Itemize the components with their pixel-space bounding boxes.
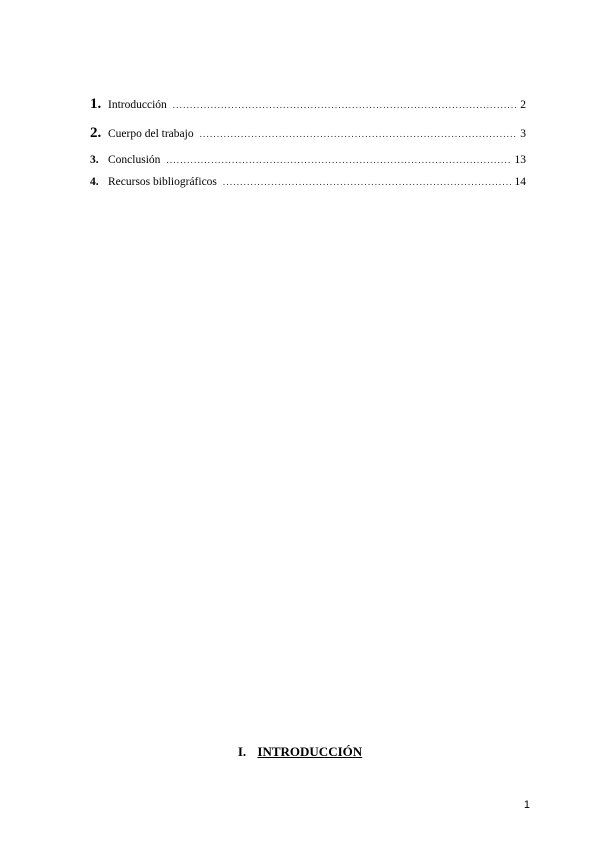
toc-dot-leader	[223, 177, 512, 187]
toc-entry-number: 1.	[90, 96, 102, 112]
section-title: INTRODUCCIÓN	[257, 744, 363, 759]
toc-entry-label: Conclusión	[108, 154, 161, 166]
toc-entry-page: 3	[520, 128, 526, 140]
toc-dot-leader	[166, 155, 511, 165]
toc-entry-page: 2	[520, 99, 526, 111]
toc-entry-label: Introducción	[108, 99, 167, 111]
toc-entry-label: Cuerpo del trabajo	[108, 128, 194, 140]
toc-entry-cuerpo-del-trabajo[interactable]	[90, 125, 526, 142]
toc-dot-leader	[200, 129, 518, 139]
toc-dot-leader	[173, 100, 517, 110]
toc-entry-number: 2.	[90, 125, 102, 141]
toc-entry-page: 14	[514, 176, 526, 188]
table-of-contents	[90, 96, 526, 188]
toc-entry-page: 13	[514, 154, 526, 166]
toc-entry-number: 3.	[90, 154, 99, 166]
toc-entry-label: Recursos bibliográficos	[108, 176, 217, 188]
toc-entry-introduccion[interactable]	[90, 96, 526, 113]
page-number: 1	[523, 799, 530, 811]
section-heading	[0, 744, 600, 760]
toc-entry-conclusion[interactable]	[90, 154, 526, 166]
section-number: I.	[237, 744, 247, 759]
toc-entry-number: 4.	[90, 176, 99, 188]
toc-entry-recursos-bibliograficos[interactable]	[90, 176, 526, 188]
